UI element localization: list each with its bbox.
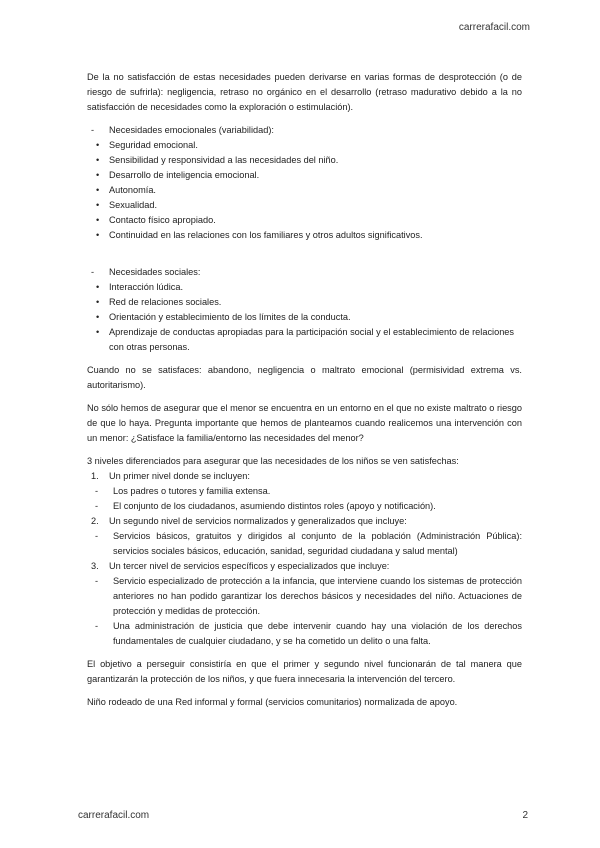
- level-sub-item: - Los padres o tutores y familia extensa.: [87, 484, 522, 499]
- list-item: • Sexualidad.: [87, 198, 522, 213]
- spacer: [87, 251, 522, 265]
- list-item: • Contacto físico apropiado.: [87, 213, 522, 228]
- social-needs-list: [87, 265, 522, 355]
- level-item: [87, 469, 522, 514]
- list-item: • Seguridad emocional.: [87, 138, 522, 153]
- level-number: 1.: [91, 471, 99, 481]
- support-network-paragraph: Niño rodeado de una Red informal y formal (servicios comunitarios) normalizada de apoyo.: [87, 697, 458, 707]
- list-item: • Autonomía.: [87, 183, 522, 198]
- list-item: • Aprendizaje de conductas apropiadas para la participación social y el establecimiento de relaciones con otras personas.: [87, 325, 522, 355]
- level-number: 3.: [91, 561, 99, 571]
- level-number: 2.: [91, 516, 99, 526]
- list-item: • Sensibilidad y responsividad a las necesidades del niño.: [87, 153, 522, 168]
- list-item: • Orientación y establecimiento de los límites de la conducta.: [87, 310, 522, 325]
- header-site-link[interactable]: carrerafacil.com: [458, 22, 530, 33]
- page-content: [87, 70, 522, 718]
- level-item: [87, 559, 522, 649]
- levels-intro: 3 niveles diferenciados para asegurar que las necesidades de los niños se ven satisfechas:: [87, 456, 459, 466]
- level-sub-item: - El conjunto de los ciudadanos, asumiendo distintos roles (apoyo y notificación).: [87, 499, 522, 514]
- level-title: Un primer nivel donde se incluyen:: [109, 471, 250, 481]
- level-sub-item: - Servicio especializado de protección a la infancia, que interviene cuando los sistemas de protección anteriores no han podido garantizar los derechos básicos y necesidades del niño. Actuaciones de protección y medidas de protección.: [87, 574, 522, 619]
- footer-site-link[interactable]: carrerafacil.com: [78, 810, 150, 821]
- social-needs-heading: - Necesidades sociales:: [87, 265, 522, 280]
- level-sub-item: - Una administración de justicia que debe intervenir cuando hay una violación de los derechos fundamentales de cualquier ciudadano, y se ha cometido un delito o una falta.: [87, 619, 522, 649]
- objective-paragraph: El objetivo a perseguir consistiría en que el primer y segundo nivel funcionarán de tal manera que garantizarán la protección de los niños, y que fuera innecesaria la intervención del tercero.: [87, 659, 522, 684]
- list-item: • Desarrollo de inteligencia emocional.: [87, 168, 522, 183]
- list-item: • Continuidad en las relaciones con los familiares y otros adultos significativos.: [87, 228, 522, 243]
- level-sub-item: - Servicios básicos, gratuitos y dirigidos al conjunto de la población (Administración Pública): servicios sociales básicos, educación, sanidad, seguridad ciudadana y salud mental): [87, 529, 522, 559]
- list-item: • Interacción lúdica.: [87, 280, 522, 295]
- list-item: • Red de relaciones sociales.: [87, 295, 522, 310]
- page-number: 2: [522, 810, 528, 821]
- intro-paragraph: De la no satisfacción de estas necesidades pueden derivarse en varias formas de desprotección (o de riesgo de sufrirla): negligencia, retraso no orgánico en el desarrollo (retraso madurativo debido a la no satisfacción de necesidades como la exploración o estimulación).: [87, 72, 522, 112]
- level-item: [87, 514, 522, 559]
- emotional-needs-heading: - Necesidades emocionales (variabilidad):: [87, 123, 522, 138]
- levels-list: [87, 469, 522, 649]
- key-question-paragraph: No sólo hemos de asegurar que el menor se encuentra en un entorno en el que no existe maltrato o riesgo de que lo haya. Pregunta importante que hemos de planteamos cuando realicemos una intervención con un menor: ¿Satisface la familia/entorno las necesidades del menor?: [87, 403, 522, 443]
- unmet-needs-paragraph: Cuando no se satisfaces: abandono, negligencia o maltrato emocional (permisividad extrema vs. autoritarismo).: [87, 365, 522, 390]
- emotional-needs-list: [87, 123, 522, 243]
- level-title: Un segundo nivel de servicios normalizados y generalizados que incluye:: [109, 516, 407, 526]
- level-title: Un tercer nivel de servicios específicos y especializados que incluye:: [109, 561, 390, 571]
